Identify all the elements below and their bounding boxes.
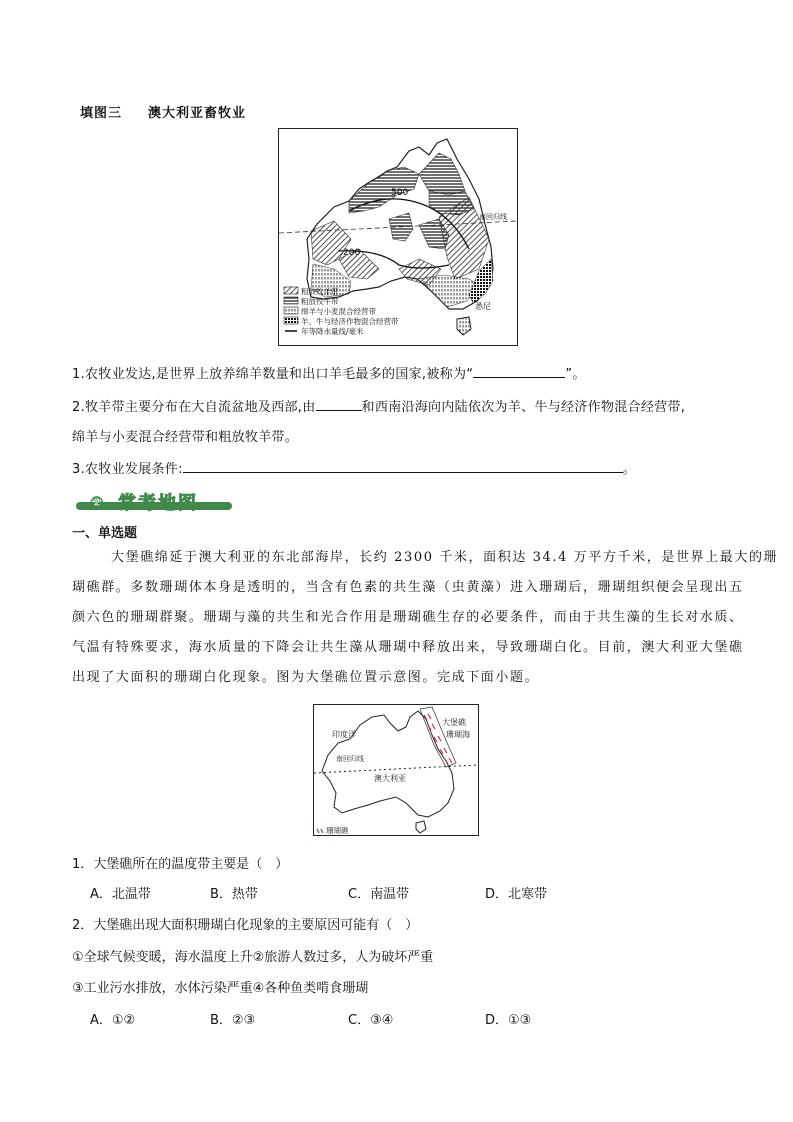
fill-question-1-end: ”。 <box>565 367 586 382</box>
question-2-option-d[interactable]: D．①③ <box>485 1013 532 1028</box>
figure-1-prefix: 填图三 <box>80 106 123 121</box>
legend-label: 粗放牧牛带 <box>301 297 339 306</box>
indian-ocean-label: 印度洋 <box>332 730 356 739</box>
fill-question-3 <box>72 458 636 477</box>
livestock-map-graphic <box>279 129 517 345</box>
legend-label: 羊、牛与经济作物混合经营带 <box>301 317 399 326</box>
legend-label: 绵羊与小麦混合经营带 <box>301 307 376 316</box>
answer-blank-2[interactable] <box>316 396 362 411</box>
isohyet-200-label: 200 <box>343 248 361 258</box>
fill-question-2-line2: 绵羊与小麦混合经营带和粗放牧羊带。 <box>72 430 299 445</box>
isohyet-500-label: 500 <box>391 188 409 198</box>
question-1-option-c[interactable]: C．南温带 <box>348 887 410 902</box>
legend-swatch-mixed-crops <box>284 317 298 324</box>
reef-label-1: 大堡礁 <box>442 718 466 727</box>
question-2-option-c[interactable]: C．③④ <box>348 1013 394 1028</box>
passage-line: 颜六色的珊瑚群聚。珊瑚与藻的共生和光合作用是珊瑚礁生存的必要条件，而由于共生藻的生长对水质、 <box>72 610 744 625</box>
tropic-label: 南回归线 <box>336 755 364 763</box>
sydney-label: 悉尼 <box>475 302 491 311</box>
passage <box>72 543 779 693</box>
fill-question-3-end: 。 <box>622 462 637 477</box>
answer-blank-3[interactable] <box>183 458 623 473</box>
question-2-option-b[interactable]: B．②③ <box>210 1013 256 1028</box>
section-number: ② <box>90 493 104 512</box>
question-1-option-a[interactable]: A．北温带 <box>90 887 151 902</box>
question-2-stem: 2．大堡礁出现大面积珊瑚白化现象的主要原因可能有（ ） <box>72 918 419 933</box>
section-title: 常考地图 <box>118 493 198 512</box>
passage-line: 出现了大面积的珊瑚白化现象。图为大堡礁位置示意图。完成下面小题。 <box>72 670 540 685</box>
australia-livestock-map <box>278 128 518 346</box>
figure-1-title <box>80 102 246 121</box>
question-1-option-d[interactable]: D．北寒带 <box>485 887 548 902</box>
coral-reef-legend-label: 珊瑚礁 <box>326 826 349 835</box>
legend-swatch-sheep-wheat <box>284 307 298 314</box>
fill-question-1-text: 1.农牧业发达,是世界上放养绵羊数量和出口羊毛最多的国家,被称为“ <box>72 367 474 382</box>
fill-question-1 <box>72 363 586 382</box>
question-2-option-a[interactable]: A．①② <box>90 1013 136 1028</box>
fill-question-3-text: 3.农牧业发展条件: <box>72 462 183 477</box>
legend-swatch-coarse-sheep <box>284 287 298 294</box>
fill-question-2-text: 2.牧羊带主要分布在大自流盆地及西部,由 <box>72 400 316 415</box>
fill-question-2 <box>72 396 685 415</box>
passage-line: 气温有特殊要求，海水质量的下降会让共生藻从珊瑚中释放出来，导致珊瑚白化。目前，澳大利亚大堡礁 <box>72 640 744 655</box>
tasmania <box>457 317 471 335</box>
australia-label: 澳大利亚 <box>374 774 406 783</box>
subsection-title: 一、单选题 <box>72 526 138 541</box>
fill-question-2-cont: 和西南沿海向内陆依次为羊、牛与经济作物混合经营带, <box>361 400 686 415</box>
reef-label-2: 珊瑚海 <box>446 730 470 739</box>
legend-swatch-coarse-cattle <box>284 297 298 304</box>
tropic-label: 南回归线 <box>479 213 507 221</box>
legend-label: 年等降水量线/毫米 <box>301 327 364 336</box>
figure-1-caption: 澳大利亚畜牧业 <box>148 106 247 121</box>
section-header <box>76 492 232 512</box>
question-2-statement: ①全球气候变暖，海水温度上升②旅游人数过多，人为破坏严重 <box>72 950 434 965</box>
passage-line: 大堡礁绵延于澳大利亚的东北部海岸，长约 2300 千米，面积达 34.4 万平方千米，是世界上最大的珊 <box>111 550 779 565</box>
passage-line: 瑚礁群。多数珊瑚体本身是透明的，当含有色素的共生藻（虫黄藻）进入珊瑚后，珊瑚组织便会呈现出五 <box>72 580 744 595</box>
answer-blank-1[interactable] <box>473 363 565 378</box>
legend-label: 粗放牧羊带 <box>301 287 339 296</box>
question-1-option-b[interactable]: B．热带 <box>210 887 258 902</box>
map-legend <box>317 825 349 835</box>
great-barrier-reef-map <box>313 704 479 836</box>
question-1-stem: 1．大堡礁所在的温度带主要是（ ） <box>72 857 289 872</box>
tasmania <box>416 821 426 833</box>
question-2-statement: ③工业污水排放，水体污染严重④各种鱼类啃食珊瑚 <box>72 981 369 996</box>
